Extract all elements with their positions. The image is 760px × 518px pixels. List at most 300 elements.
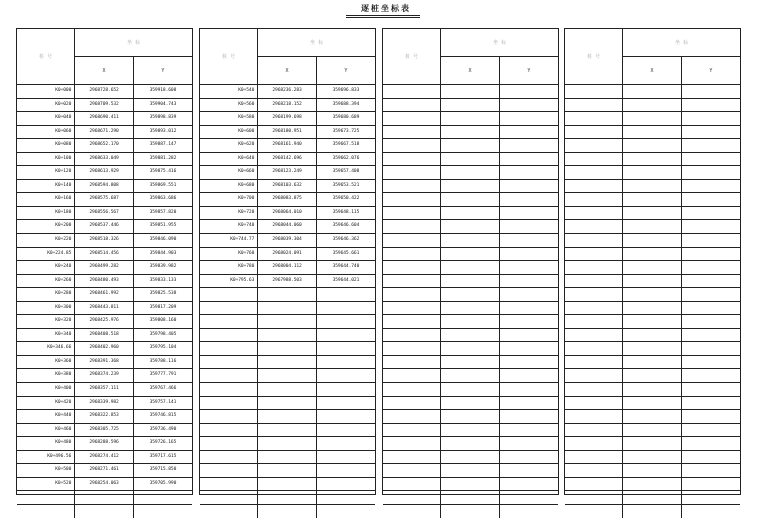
- y-cell: [499, 125, 558, 139]
- x-cell: [623, 152, 682, 166]
- station-cell: K0+000: [17, 85, 75, 99]
- y-header: Y: [681, 57, 740, 85]
- station-cell: [200, 342, 258, 356]
- table-row: [17, 112, 192, 126]
- x-cell: [441, 396, 500, 410]
- y-cell: [316, 383, 375, 397]
- table-row: [383, 355, 558, 369]
- x-cell: [623, 396, 682, 410]
- station-cell: [383, 274, 441, 288]
- table-row: [565, 85, 740, 99]
- station-cell: [565, 410, 623, 424]
- table-row: [17, 369, 192, 383]
- y-cell: [499, 234, 558, 248]
- station-cell: K0+220: [17, 234, 75, 248]
- y-cell: 359817.209: [133, 301, 192, 315]
- table-row: [383, 85, 558, 99]
- table-row: [383, 139, 558, 153]
- y-cell: 359645.661: [316, 247, 375, 261]
- x-cell: [258, 288, 317, 302]
- table-row: [565, 288, 740, 302]
- x-cell: [441, 423, 500, 437]
- y-cell: [499, 355, 558, 369]
- y-cell: [681, 369, 740, 383]
- y-cell: 359736.490: [133, 423, 192, 437]
- y-cell: [681, 274, 740, 288]
- table-row: [565, 369, 740, 383]
- x-cell: 2968391.368: [75, 355, 134, 369]
- table-row: [200, 491, 375, 505]
- y-cell: 359904.743: [133, 98, 192, 112]
- y-cell: [316, 288, 375, 302]
- y-cell: 359846.090: [133, 234, 192, 248]
- station-cell: [565, 328, 623, 342]
- y-cell: [681, 220, 740, 234]
- y-cell: 359798.405: [133, 328, 192, 342]
- x-cell: 2968083.875: [258, 193, 317, 207]
- y-cell: 359646.604: [316, 220, 375, 234]
- y-cell: [316, 301, 375, 315]
- y-cell: [681, 355, 740, 369]
- x-cell: 2968374.239: [75, 369, 134, 383]
- station-cell: K0+346.66: [17, 342, 75, 356]
- y-cell: [681, 491, 740, 505]
- y-header: Y: [316, 57, 375, 85]
- y-cell: [499, 342, 558, 356]
- table-row: [383, 179, 558, 193]
- x-cell: [441, 301, 500, 315]
- table-row: [17, 328, 192, 342]
- y-cell: [681, 166, 740, 180]
- x-cell: 2968274.412: [75, 450, 134, 464]
- table-row: [565, 355, 740, 369]
- y-cell: [133, 491, 192, 505]
- y-cell: [499, 166, 558, 180]
- y-cell: [681, 410, 740, 424]
- x-cell: [623, 315, 682, 329]
- x-cell: [258, 450, 317, 464]
- x-cell: [441, 98, 500, 112]
- x-cell: [623, 301, 682, 315]
- table-row: [200, 274, 375, 288]
- x-header: X: [258, 57, 317, 85]
- y-cell: [499, 220, 558, 234]
- y-cell: 359808.160: [133, 315, 192, 329]
- y-cell: 359705.990: [133, 477, 192, 491]
- y-cell: 359875.416: [133, 166, 192, 180]
- x-cell: [441, 234, 500, 248]
- table-row: [200, 234, 375, 248]
- table-row: [383, 98, 558, 112]
- y-cell: [316, 477, 375, 491]
- station-cell: [383, 423, 441, 437]
- y-cell: [681, 396, 740, 410]
- x-cell: [623, 206, 682, 220]
- y-cell: 359648.115: [316, 206, 375, 220]
- station-cell: K0+496.56: [17, 450, 75, 464]
- y-cell: [499, 288, 558, 302]
- x-cell: [258, 315, 317, 329]
- y-cell: [681, 206, 740, 220]
- station-cell: K0+300: [17, 301, 75, 315]
- table-row: [200, 288, 375, 302]
- station-cell: [383, 301, 441, 315]
- station-cell: K0+080: [17, 139, 75, 153]
- x-cell: [441, 315, 500, 329]
- x-cell: 2968633.049: [75, 152, 134, 166]
- table-row: [383, 261, 558, 275]
- table-row: [200, 179, 375, 193]
- station-cell: [383, 220, 441, 234]
- station-header: 桩 号: [17, 29, 75, 85]
- coordinate-table: [200, 29, 375, 518]
- y-cell: [316, 491, 375, 505]
- x-cell: [623, 139, 682, 153]
- y-cell: 359688.394: [316, 98, 375, 112]
- table-row: [383, 450, 558, 464]
- table-row: [200, 261, 375, 275]
- station-cell: [565, 247, 623, 261]
- y-cell: 359777.791: [133, 369, 192, 383]
- station-cell: K0+120: [17, 166, 75, 180]
- x-cell: 2968044.060: [258, 220, 317, 234]
- y-cell: 359833.133: [133, 274, 192, 288]
- x-cell: [441, 410, 500, 424]
- x-cell: 2968180.951: [258, 125, 317, 139]
- station-cell: K0+580: [200, 112, 258, 126]
- coordinate-table: [17, 29, 192, 518]
- station-cell: K0+420: [17, 396, 75, 410]
- y-cell: [316, 315, 375, 329]
- station-cell: [200, 423, 258, 437]
- x-cell: [441, 220, 500, 234]
- y-cell: 359717.615: [133, 450, 192, 464]
- x-cell: [623, 166, 682, 180]
- table-row: [383, 247, 558, 261]
- y-cell: [681, 423, 740, 437]
- x-cell: 2968339.982: [75, 396, 134, 410]
- table-row: [200, 437, 375, 451]
- station-cell: [565, 234, 623, 248]
- table-row: [565, 464, 740, 478]
- station-cell: K0+200: [17, 220, 75, 234]
- station-cell: [200, 477, 258, 491]
- table-row: [383, 206, 558, 220]
- y-cell: [499, 152, 558, 166]
- x-cell: [441, 112, 500, 126]
- station-cell: K0+520: [17, 477, 75, 491]
- x-cell: [623, 464, 682, 478]
- station-cell: K0+640: [200, 152, 258, 166]
- x-cell: 2968357.111: [75, 383, 134, 397]
- station-cell: [200, 369, 258, 383]
- y-cell: [499, 491, 558, 505]
- table-row: [200, 166, 375, 180]
- station-cell: [565, 152, 623, 166]
- station-cell: [200, 464, 258, 478]
- x-cell: [441, 193, 500, 207]
- y-cell: [681, 85, 740, 99]
- station-cell: [383, 261, 441, 275]
- station-cell: [383, 247, 441, 261]
- station-cell: [565, 342, 623, 356]
- station-cell: K0+740: [200, 220, 258, 234]
- table-row: [383, 477, 558, 491]
- station-cell: [200, 288, 258, 302]
- table-row: [565, 220, 740, 234]
- table-row: [200, 152, 375, 166]
- table-row: [383, 369, 558, 383]
- table-row: [383, 315, 558, 329]
- y-cell: [499, 98, 558, 112]
- station-cell: [383, 342, 441, 356]
- x-cell: 2968123.249: [258, 166, 317, 180]
- table-row: [200, 342, 375, 356]
- table-row: [17, 301, 192, 315]
- y-cell: [681, 464, 740, 478]
- station-cell: K0+744.77: [200, 234, 258, 248]
- x-cell: [441, 355, 500, 369]
- coord-table-panel-3: [382, 28, 559, 495]
- table-row: [17, 355, 192, 369]
- table-row: [200, 139, 375, 153]
- x-cell: 2968271.461: [75, 464, 134, 478]
- station-cell: [383, 315, 441, 329]
- station-cell: K0+680: [200, 179, 258, 193]
- y-cell: [681, 193, 740, 207]
- y-cell: [499, 328, 558, 342]
- x-cell: 2968064.010: [258, 206, 317, 220]
- table-row: [565, 166, 740, 180]
- station-header: 桩 号: [200, 29, 258, 85]
- station-cell: K0+440: [17, 410, 75, 424]
- station-cell: [383, 477, 441, 491]
- y-cell: [681, 437, 740, 451]
- station-cell: K0+060: [17, 125, 75, 139]
- y-cell: [499, 396, 558, 410]
- table-row: [383, 383, 558, 397]
- table-row: [17, 193, 192, 207]
- table-row: [383, 125, 558, 139]
- y-cell: [681, 125, 740, 139]
- station-cell: [565, 274, 623, 288]
- y-cell: 359898.839: [133, 112, 192, 126]
- station-cell: K0+700: [200, 193, 258, 207]
- x-cell: [441, 125, 500, 139]
- coord-table-panel-2: [199, 28, 376, 495]
- x-cell: [623, 423, 682, 437]
- y-cell: [681, 301, 740, 315]
- table-row: [200, 477, 375, 491]
- station-cell: [565, 261, 623, 275]
- x-cell: 2968199.698: [258, 112, 317, 126]
- x-cell: [258, 464, 317, 478]
- x-cell: [623, 477, 682, 491]
- x-cell: [258, 355, 317, 369]
- x-cell: [441, 152, 500, 166]
- y-cell: 359673.725: [316, 125, 375, 139]
- y-cell: [499, 464, 558, 478]
- table-row: [17, 152, 192, 166]
- x-cell: 2968690.411: [75, 112, 134, 126]
- station-cell: [565, 450, 623, 464]
- y-cell: [681, 261, 740, 275]
- table-row: [17, 383, 192, 397]
- coordinate-header: 坐 标: [258, 29, 375, 57]
- x-cell: 2968443.811: [75, 301, 134, 315]
- y-cell: [316, 396, 375, 410]
- station-cell: [565, 464, 623, 478]
- x-cell: [441, 179, 500, 193]
- y-cell: 359650.422: [316, 193, 375, 207]
- table-row: [565, 315, 740, 329]
- station-cell: K0+020: [17, 98, 75, 112]
- table-row: [200, 247, 375, 261]
- y-cell: 359857.820: [133, 206, 192, 220]
- x-cell: [623, 125, 682, 139]
- y-cell: [681, 139, 740, 153]
- x-cell: 2968305.725: [75, 423, 134, 437]
- table-row: [565, 301, 740, 315]
- y-cell: [499, 112, 558, 126]
- table-row: [17, 423, 192, 437]
- table-row: [383, 437, 558, 451]
- y-cell: 359646.362: [316, 234, 375, 248]
- station-cell: K0+140: [17, 179, 75, 193]
- y-cell: [499, 179, 558, 193]
- x-cell: [441, 477, 500, 491]
- x-cell: 2968537.446: [75, 220, 134, 234]
- x-cell: 2968575.687: [75, 193, 134, 207]
- x-cell: [441, 85, 500, 99]
- table-row: [17, 477, 192, 491]
- station-cell: K0+160: [17, 193, 75, 207]
- station-cell: [565, 423, 623, 437]
- x-cell: 2968671.290: [75, 125, 134, 139]
- x-cell: [623, 437, 682, 451]
- station-cell: K0+240: [17, 261, 75, 275]
- x-cell: [441, 274, 500, 288]
- y-cell: [681, 234, 740, 248]
- y-cell: [499, 450, 558, 464]
- table-row: [565, 152, 740, 166]
- y-cell: [499, 139, 558, 153]
- y-cell: [499, 410, 558, 424]
- station-cell: [565, 437, 623, 451]
- y-cell: 359667.518: [316, 139, 375, 153]
- x-cell: [623, 274, 682, 288]
- station-cell: K0+540: [200, 85, 258, 99]
- y-cell: [681, 179, 740, 193]
- table-row: [200, 206, 375, 220]
- table-row: [200, 112, 375, 126]
- station-cell: [17, 491, 75, 505]
- table-row: [383, 234, 558, 248]
- station-cell: [200, 301, 258, 315]
- x-cell: [258, 342, 317, 356]
- table-row: [200, 450, 375, 464]
- x-cell: [258, 369, 317, 383]
- station-cell: K0+720: [200, 206, 258, 220]
- y-cell: 359844.903: [133, 247, 192, 261]
- table-row: [200, 383, 375, 397]
- station-cell: [383, 193, 441, 207]
- y-cell: [499, 383, 558, 397]
- table-row: [17, 274, 192, 288]
- station-cell: [565, 369, 623, 383]
- y-cell: 359653.521: [316, 179, 375, 193]
- coordinate-header: 坐 标: [75, 29, 192, 57]
- table-title: 逐桩坐标表: [361, 4, 411, 13]
- table-row: [200, 355, 375, 369]
- x-cell: [441, 261, 500, 275]
- y-cell: [681, 328, 740, 342]
- title-underline-2: [346, 17, 420, 18]
- coordinate-header: 坐 标: [441, 29, 558, 57]
- x-cell: 2968613.929: [75, 166, 134, 180]
- station-cell: [565, 206, 623, 220]
- y-cell: [681, 247, 740, 261]
- station-cell: [565, 179, 623, 193]
- x-cell: [623, 342, 682, 356]
- station-cell: [383, 491, 441, 505]
- x-cell: [623, 234, 682, 248]
- table-row: [565, 247, 740, 261]
- station-cell: K0+360: [17, 355, 75, 369]
- y-cell: [499, 423, 558, 437]
- station-cell: [200, 396, 258, 410]
- station-cell: [565, 85, 623, 99]
- station-cell: [565, 220, 623, 234]
- coord-table-panel-1: [16, 28, 193, 495]
- table-row: [565, 112, 740, 126]
- table-row: [200, 220, 375, 234]
- table-row: [17, 85, 192, 99]
- station-cell: K0+340: [17, 328, 75, 342]
- station-cell: K0+660: [200, 166, 258, 180]
- table-row: [200, 315, 375, 329]
- table-row: [565, 125, 740, 139]
- station-cell: [565, 112, 623, 126]
- station-cell: [383, 206, 441, 220]
- y-cell: 359893.012: [133, 125, 192, 139]
- y-cell: [499, 477, 558, 491]
- y-cell: 359657.408: [316, 166, 375, 180]
- station-cell: [565, 288, 623, 302]
- station-cell: K0+040: [17, 112, 75, 126]
- table-row: [17, 166, 192, 180]
- table-row: [565, 437, 740, 451]
- table-row: [565, 234, 740, 248]
- table-row: [383, 301, 558, 315]
- table-row: [383, 288, 558, 302]
- y-cell: [681, 288, 740, 302]
- table-row: [17, 464, 192, 478]
- x-cell: [441, 342, 500, 356]
- table-row: [17, 342, 192, 356]
- table-row: [17, 98, 192, 112]
- station-cell: [565, 491, 623, 505]
- station-cell: [383, 125, 441, 139]
- y-cell: [681, 342, 740, 356]
- y-cell: [681, 450, 740, 464]
- x-cell: [75, 491, 134, 505]
- y-cell: [316, 423, 375, 437]
- table-row: [383, 423, 558, 437]
- table-row: [17, 125, 192, 139]
- x-cell: 2968218.152: [258, 98, 317, 112]
- table-row: [200, 193, 375, 207]
